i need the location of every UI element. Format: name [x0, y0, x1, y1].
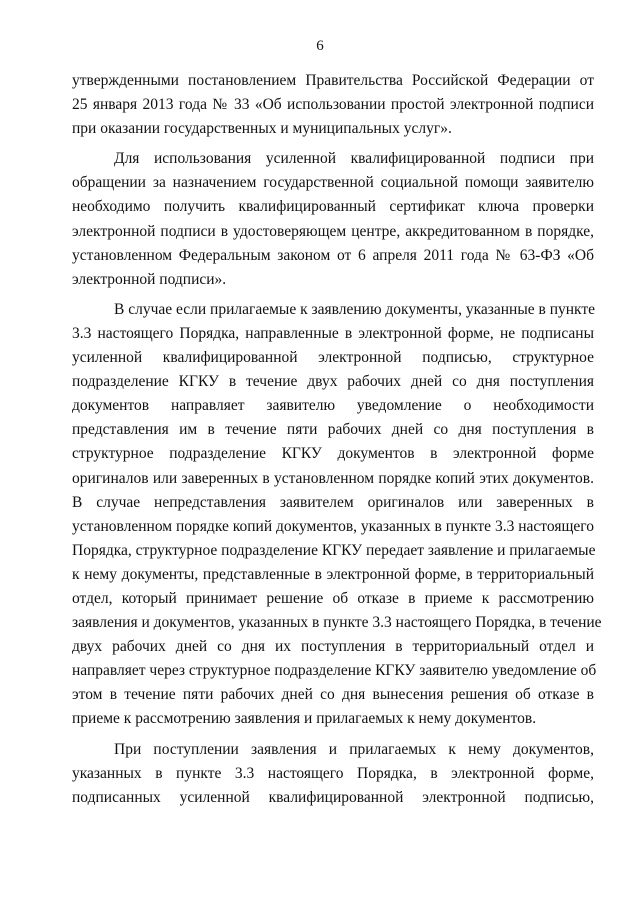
paragraph [72, 738, 594, 810]
text-line: представления им в течение пяти рабочих дней со дня поступления в [72, 421, 594, 439]
text-line: В случае если прилагаемые к заявлению документы, указанные в пункте [114, 300, 596, 318]
text-line: электронной подписи в удостоверяющем центре, аккредитованном в порядке, [72, 222, 594, 240]
text-line: утвержденными постановлением Правительства Российской Федерации от [72, 72, 594, 89]
paragraph [72, 298, 602, 732]
text-line: при оказании государственных и муниципальных услуг». [72, 120, 452, 138]
text-line: документов направляет заявителю уведомление о необходимости [72, 397, 594, 415]
text-line: структурное подразделение КГКУ документов в электронной форме [72, 445, 594, 463]
text-line: заявления и документов, указанных в пункте 3.3 настоящего Порядка, в течение [72, 614, 602, 632]
text-line: оригиналов или заверенных в установленном порядке копий этих документов. [72, 469, 594, 487]
document-body [72, 69, 602, 810]
text-line: этом в течение пяти рабочих дней со дня вынесения решения об отказе в [72, 686, 594, 704]
text-line: 25 января 2013 года № 33 «Об использовании простой электронной подписи [72, 96, 594, 114]
text-line: 3.3 настоящего Порядка, направленные в электронной форме, не подписаны [72, 324, 594, 342]
paragraph [72, 147, 594, 292]
text-line: подразделение КГКУ в течение двух рабочих дней со дня поступления [72, 373, 594, 391]
text-line: приеме к рассмотрению заявления и прилагаемых к нему документов. [72, 710, 537, 728]
text-line: установленном Федеральным законом от 6 апреля 2011 года № 63-ФЗ «Об [72, 246, 594, 264]
text-line: электронной подписи». [72, 270, 227, 288]
text-line: В случае непредставления заявителем оригиналов или заверенных в [72, 493, 594, 511]
text-line: обращении за назначением государственной социальной помощи заявителю [72, 174, 594, 192]
page-number: 6 [316, 38, 324, 54]
text-line: отдел, который принимает решение об отказе в приеме к рассмотрению [72, 589, 594, 607]
text-line: двух рабочих дней со дня их поступления в территориальный отдел и [72, 638, 594, 656]
text-line: Порядка, структурное подразделение КГКУ передает заявление и прилагаемые [72, 541, 596, 559]
text-line: указанных в пункте 3.3 настоящего Порядка, в электронной форме, [72, 764, 594, 782]
text-line: усиленной квалифицированной электронной подписью, структурное [72, 349, 594, 367]
text-line: При поступлении заявления и прилагаемых к нему документов, [114, 740, 594, 758]
text-line: к нему документы, представленные в электронной форме, в территориальный [72, 565, 594, 583]
text-line: необходимо получить квалифицированный сертификат ключа проверки [72, 198, 594, 216]
text-line: направляет через структурное подразделение КГКУ заявителю уведомление об [72, 662, 597, 680]
paragraph [72, 69, 594, 141]
text-line: Для использования усиленной квалифицированной подписи при [114, 150, 594, 168]
text-line: подписанных усиленной квалифицированной электронной подписью, [72, 788, 594, 806]
text-line: установленном порядке копий документов, указанных в пункте 3.3 настоящего [72, 517, 594, 535]
